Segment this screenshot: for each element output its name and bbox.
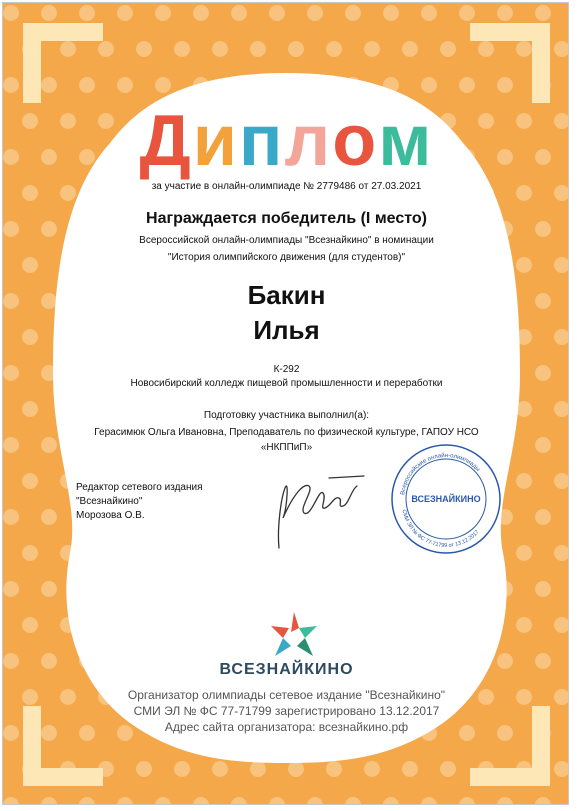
footer-line-3: Адрес сайта организатора: всезнайкино.рф — [164, 720, 409, 734]
svg-text:СМИ ЭЛ № ФС 77-71799 от 13.12. — [401, 509, 481, 549]
teacher-line-2: «НКППиП» — [260, 442, 313, 453]
group-code: К-292 — [273, 364, 300, 375]
stamp-seal — [390, 443, 502, 555]
award-heading: Награждается победитель (I место) — [146, 210, 427, 227]
stamp-center-text: ВСЕЗНАЙКИНО — [411, 494, 481, 504]
editor-line-2: "Всезнайкино" — [76, 496, 143, 507]
editor-block — [76, 481, 202, 523]
diploma-title — [3, 101, 569, 181]
title-letter: и — [192, 101, 240, 181]
title-letter: л — [284, 101, 333, 181]
title-letter: Д — [139, 101, 193, 181]
participation-line: за участие в онлайн-олимпиаде № 2779486 от 27.03.2021 — [151, 181, 422, 192]
footer-line-2: СМИ ЭЛ № ФС 77-71799 зарегистрировано 13.12.2017 — [133, 704, 440, 718]
olympiad-line-2: "История олимпийского движения (для студентов)" — [167, 252, 406, 263]
winner-firstname: Илья — [253, 315, 320, 345]
title-letter: м — [378, 101, 434, 181]
prepared-by-label: Подготовку участника выполнил(а): — [203, 410, 370, 421]
vseznaikino-logo-icon — [261, 610, 327, 660]
olympiad-line-1: Всероссийской онлайн-олимпиады "Всезнайкино" в номинации — [139, 235, 434, 246]
editor-line-1: Редактор сетевого издания — [76, 482, 203, 493]
svg-text:Всероссийские онлайн-олимпиады — [400, 452, 481, 495]
editor-line-3: Морозова О.В. — [76, 510, 145, 521]
title-letter: п — [239, 101, 285, 181]
winner-surname: Бакин — [247, 280, 326, 310]
college-name: Новосибирский колледж пищевой промышленности и переработки — [130, 378, 443, 389]
logo-text: ВСЕЗНАЙКИНО — [219, 661, 354, 678]
diploma-page — [2, 2, 569, 805]
footer-line-1: Организатор олимпиады сетевое издание "Всезнайкино" — [127, 688, 446, 702]
title-letter: о — [332, 101, 379, 181]
stamp-ring-bottom: СМИ ЭЛ № ФС 77-71799 от 13.12.2017 — [400, 509, 481, 550]
stamp-ring-top: Всероссийские онлайн-олимпиады — [400, 452, 481, 496]
signature-image — [259, 458, 369, 558]
teacher-line-1: Герасимюк Ольга Ивановна, Преподаватель по физической культуре, ГАПОУ НСО — [94, 427, 479, 438]
